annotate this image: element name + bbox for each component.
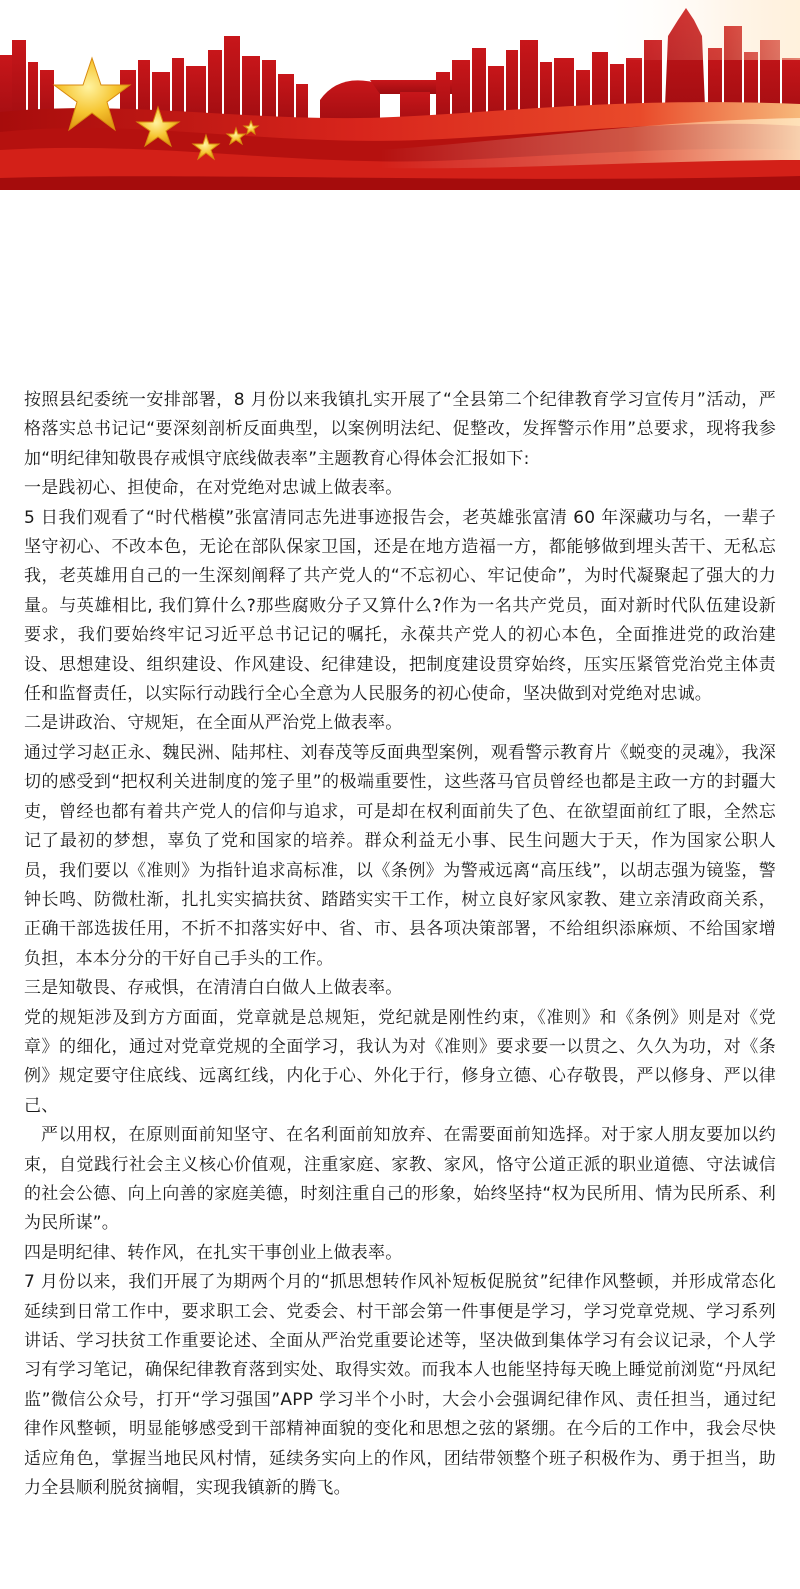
- intro-paragraph: 按照县纪委统一安排部署，8 月份以来我镇扎实开展了“全县第二个纪律教育学习宣传月”活动，严格落实总书记记“要深刻剖析反面典型，以案例明法纪、促整改，发挥警示作用”总要求，现将我参加“明纪律知敬畏存戒惧守底线做表率”主题教育心得体会汇报如下:: [24, 390, 776, 469]
- section-heading-2: 二是讲政治、守规矩，在全面从严治党上做表率。: [24, 713, 403, 734]
- section-paragraph-2: 通过学习赵正永、魏民洲、陆邦柱、刘春茂等反面典型案例，观看警示教育片《蜕变的灵魂》，我深切的感受到“把权利关进制度的笼子里”的极端重要性，这些落马官员曾经也都是主政一方的封疆大吏，曾经也都有着共产党人的信仰与追求，可是却在权利面前失了色、在欲望面前红了眼，全然忘记了最初的梦想，辜负了党和国家的培养。群众利益无小事、民生问题大于天，作为国家公职人员，我们要以《准则》为指针追求高标准，以《条例》为警戒远离“高压线”，以胡志强为镜鉴，警钟长鸣、防微杜渐，扎扎实实搞扶贫、踏踏实实干工作，树立良好家风家教、建立亲清政商关系，正确干部选拔任用，不折不扣落实好中、省、市、县各项决策部署，不给组织添麻烦、不给国家增负担，本本分分的干好自己手头的工作。: [24, 742, 776, 969]
- city-skyline-illustration: [0, 0, 800, 190]
- header-banner: [0, 0, 800, 190]
- section-paragraph-3a: 党的规矩涉及到方方面面，党章就是总规矩，党纪就是刚性约束，《准则》和《条例》则是对《党章》的细化，通过对党章党规的全面学习，我认为对《准则》要求要一以贯之、久久为功，对《条例》规定要守住底线、远离红线，内化于心、外化于行，修身立德、心存敬畏，严以修身、严以律己、: [24, 1007, 776, 1116]
- section-heading-1: 一是践初心、担使命，在对党绝对忠诚上做表率。: [24, 478, 403, 499]
- section-heading-3: 三是知敬畏、存戒惧，在清清白白做人上做表率。: [24, 978, 403, 999]
- section-paragraph-1: 5 日我们观看了“时代楷模”张富清同志先进事迹报告会，老英雄张富清 60 年深藏功与名，一辈子坚守初心、不改本色，无论在部队保家卫国，还是在地方造福一方，都能够做到埋头苦干、无私忘我，老英雄用自己的一生深刻阐释了共产党人的“不忘初心、牢记使命”，为时代凝聚起了强大的力量。与英雄相比, 我们算什么?那些腐败分子又算什么?作为一名共产党员，面对新时代队伍建设新要求，我们要始终牢记习近平总书记记的嘱托，永葆共产党人的初心本色，全面推进党的政治建设、思想建设、组织建设、作风建设、纪律建设，把制度建设贯穿始终，压实压紧管党治党主体责任和监督责任，以实际行动践行全心全意为人民服务的初心使命，坚决做到对党绝对忠诚。: [24, 507, 776, 705]
- section-heading-4: 四是明纪律、转作风，在扎实干事创业上做表率。: [24, 1242, 403, 1263]
- article-body: [24, 386, 776, 1503]
- section-paragraph-4: 7 月份以来，我们开展了为期两个月的“抓思想转作风补短板促脱贫”纪律作风整顿，并形成常态化延续到日常工作中，要求职工会、党委会、村干部会第一件事便是学习，学习党章党规、学习系列讲话、学习扶贫工作重要论述、全面从严治党重要论述等，坚决做到集体学习有会议记录，个人学习有学习笔记，确保纪律教育落到实处、取得实效。而我本人也能坚持每天晚上睡觉前浏览“丹凤纪监”微信公众号，打开“学习强国”APP 学习半个小时，大会小会强调纪律作风、责任担当，通过纪律作风整顿，明显能够感受到干部精神面貌的变化和思想之弦的紧绷。在今后的工作中，我会尽快适应角色，掌握当地民风村情，延续务实向上的作风，团结带领整个班子积极作为、勇于担当，助力全县顺利脱贫摘帽，实现我镇新的腾飞。: [24, 1272, 776, 1499]
- section-paragraph-3b: 严以用权，在原则面前知坚守、在名利面前知放弃、在需要面前知选择。对于家人朋友要加以约束，自觉践行社会主义核心价值观，注重家庭、家教、家风，恪守公道正派的职业道德、守法诚信的社会公德、向上向善的家庭美德，时刻注重自己的形象，始终坚持“权为民所用、情为民所系、利为民所谋”。: [24, 1125, 776, 1234]
- light-glow: [600, 0, 800, 60]
